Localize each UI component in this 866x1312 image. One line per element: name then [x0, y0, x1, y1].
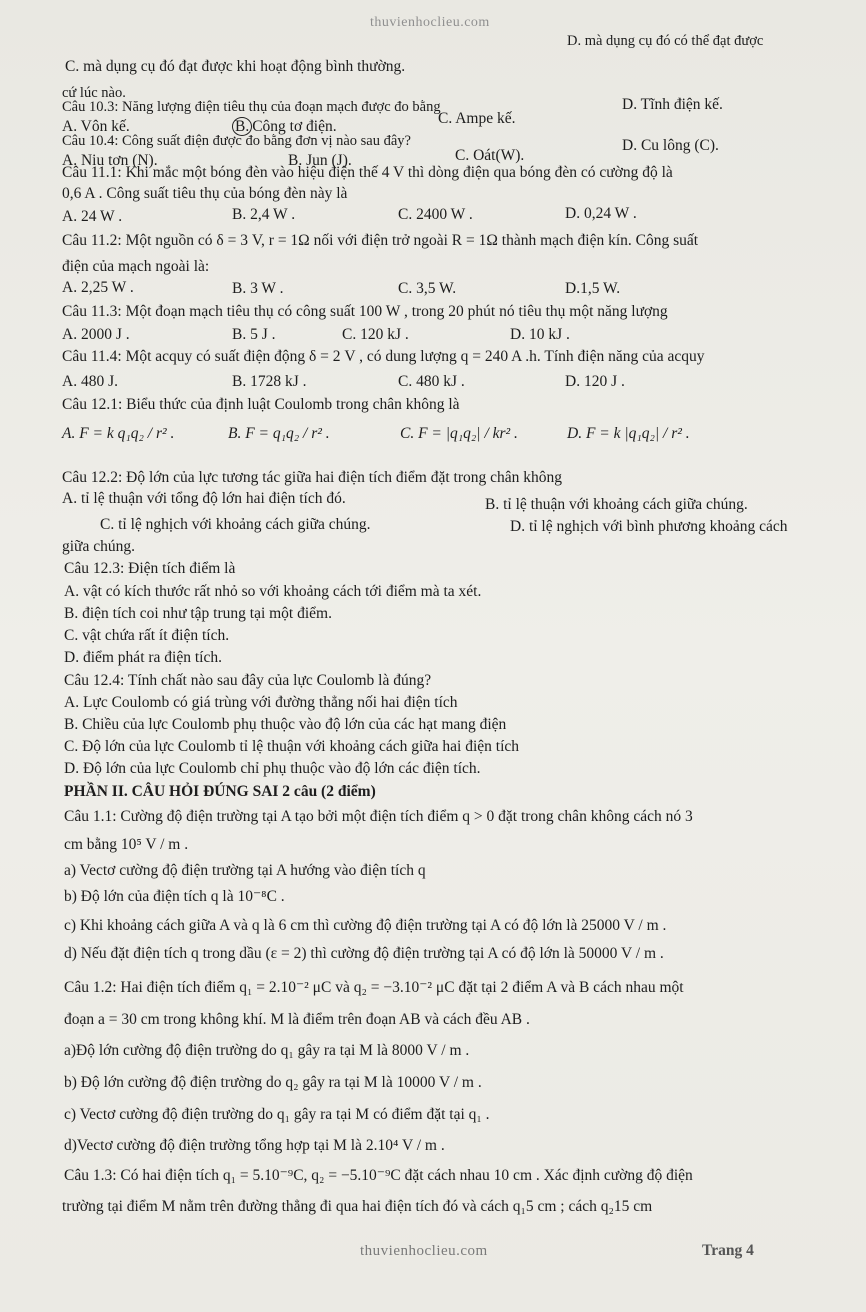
q12-2-option-d-continuation: giữa chúng.: [62, 538, 135, 555]
q12-2-option-d: D. tỉ lệ nghịch với bình phương khoảng cách: [510, 518, 788, 535]
q11-2-option-d: D.1,5 W.: [565, 280, 621, 297]
q10-4-option-d: D. Cu lông (C).: [622, 137, 719, 154]
q10-3-option-c: C. Ampe kế.: [438, 110, 516, 127]
q12-3-option-c: C. vật chứa rất ít điện tích.: [64, 627, 230, 644]
q1-2-statement-c: c) Vectơ cường độ điện trường do q₁ gây ra tại M có điểm đặt tại q₁ .: [64, 1106, 490, 1123]
q11-4-option-c: C. 480 kJ .: [398, 373, 465, 390]
q10-4-stem: Câu 10.4: Công suất điện được đo bằng đơn vị nào sau đây?: [62, 133, 411, 149]
q12-2-option-a: A. tỉ lệ thuận với tổng độ lớn hai điện tích đó.: [62, 490, 346, 507]
q11-1-stem-line2: 0,6 A . Công suất tiêu thụ của bóng đèn này là: [62, 185, 348, 202]
q1-1-stem-line1: Câu 1.1: Cường độ điện trường tại A tạo bởi một điện tích điểm q > 0 đặt trong chân không cách nó 3: [64, 808, 693, 825]
q12-1-option-c: C. F = |q₁q₂| / kr² .: [400, 425, 518, 442]
q11-4-option-b: B. 1728 kJ .: [232, 373, 307, 390]
q1-1-statement-a: a) Vectơ cường độ điện trường tại A hướng vào điện tích q: [64, 862, 426, 879]
footer-page-number: Trang 4: [702, 1242, 754, 1259]
q11-1-option-a: A. 24 W .: [62, 208, 123, 225]
q12-4-option-a: A. Lực Coulomb có giá trùng với đường thẳng nối hai điện tích: [64, 694, 458, 711]
answer-circle-mark: B.: [232, 117, 252, 136]
q11-3-option-a: A. 2000 J .: [62, 326, 130, 343]
q1-2-statement-d: d)Vectơ cường độ điện trường tổng hợp tại M là 2.10⁴ V / m .: [64, 1137, 445, 1154]
q10-4-option-a: A. Niu tơn (N).: [62, 152, 158, 169]
q1-3-stem-line2: trường tại điểm M nằm trên đường thẳng đi qua hai điện tích đó và cách q₁5 cm ; cách q₂15 cm: [62, 1198, 653, 1215]
q11-2-option-b: B. 3 W .: [232, 280, 284, 297]
q11-4-option-d: D. 120 J .: [565, 373, 625, 390]
footer-site: thuvienhoclieu.com: [360, 1243, 488, 1259]
q1-2-stem-line2: đoạn a = 30 cm trong không khí. M là điểm trên đoạn AB và cách đều AB .: [64, 1011, 530, 1028]
q10-4-option-b: B. Jun (J).: [288, 152, 352, 169]
q11-2-stem-line1: Câu 11.2: Một nguồn có δ = 3 V, r = 1Ω nối với điện trở ngoài R = 1Ω thành mạch điện kín. Công suất: [62, 232, 699, 249]
q11-1-option-d: D. 0,24 W .: [565, 205, 637, 222]
q12-3-option-d: D. điểm phát ra điện tích.: [64, 649, 222, 666]
prev-continuation: cứ lúc nào.: [62, 85, 126, 101]
q12-1-option-d: D. F = k |q₁q₂| / r² .: [567, 425, 690, 442]
q11-2-option-c: C. 3,5 W.: [398, 280, 457, 297]
q12-3-option-a: A. vật có kích thước rất nhỏ so với khoảng cách tới điểm mà ta xét.: [64, 583, 482, 600]
q11-3-option-d: D. 10 kJ .: [510, 326, 570, 343]
part2-heading: PHẦN II. CÂU HỎI ĐÚNG SAI 2 câu (2 điểm): [64, 783, 376, 800]
q12-3-stem: Câu 12.3: Điện tích điểm là: [64, 560, 236, 577]
q10-3-option-d: D. Tĩnh điện kế.: [622, 96, 723, 113]
q1-1-statement-d: d) Nếu đặt điện tích q trong dầu (ε = 2) thì cường độ điện trường tại A có độ lớn là 50000 V / m .: [64, 945, 664, 962]
q10-3-stem: Câu 10.3: Năng lượng điện tiêu thụ của đoạn mạch được đo bằng: [62, 99, 441, 115]
q1-1-statement-c: c) Khi khoảng cách giữa A và q là 6 cm thì cường độ điện trường tại A có độ lớn là 25000 V / m .: [64, 917, 667, 934]
q11-4-stem: Câu 11.4: Một acquy có suất điện động δ = 2 V , có dung lượng q = 240 A .h. Tính điện năng của acquy: [62, 348, 705, 365]
q1-3-stem-line1: Câu 1.3: Có hai điện tích q₁ = 5.10⁻⁹C, q₂ = −5.10⁻⁹C đặt cách nhau 10 cm . Xác định cường độ điện: [64, 1167, 693, 1184]
q10-3-option-a: A. Vôn kế.: [62, 118, 130, 135]
q12-3-option-b: B. điện tích coi như tập trung tại một điểm.: [64, 605, 332, 622]
q11-1-option-c: C. 2400 W .: [398, 206, 473, 223]
q12-4-option-c: C. Độ lớn của lực Coulomb tỉ lệ thuận với khoảng cách giữa hai điện tích: [64, 738, 520, 755]
q11-2-option-a: A. 2,25 W .: [62, 279, 134, 296]
q1-1-stem-line2: cm bằng 10⁵ V / m .: [64, 836, 189, 853]
q11-1-stem-line1: Câu 11.1: Khi mắc một bóng đèn vào hiệu điện thế 4 V thì dòng điện qua bóng đèn có cường độ là: [62, 164, 673, 181]
q1-1-statement-b: b) Độ lớn của điện tích q là 10⁻⁸C .: [64, 888, 285, 905]
q12-4-stem: Câu 12.4: Tính chất nào sau đây của lực Coulomb là đúng?: [64, 672, 432, 689]
q11-3-option-c: C. 120 kJ .: [342, 326, 409, 343]
q1-2-statement-b: b) Độ lớn cường độ điện trường do q₂ gây ra tại M là 10000 V / m .: [64, 1074, 482, 1091]
q12-4-option-d: D. Độ lớn của lực Coulomb chỉ phụ thuộc vào độ lớn các điện tích.: [64, 760, 481, 777]
prev-option-d: D. mà dụng cụ đó có thể đạt được: [567, 33, 764, 49]
q12-4-option-b: B. Chiều của lực Coulomb phụ thuộc vào độ lớn của các hạt mang điện: [64, 716, 507, 733]
q12-1-stem: Câu 12.1: Biểu thức của định luật Coulomb trong chân không là: [62, 396, 460, 413]
q12-2-option-b: B. tỉ lệ thuận với khoảng cách giữa chúng.: [485, 496, 748, 513]
q12-2-stem: Câu 12.2: Độ lớn của lực tương tác giữa hai điện tích điểm đặt trong chân không: [62, 469, 563, 486]
q11-2-stem-line2: điện của mạch ngoài là:: [62, 258, 210, 275]
q11-3-option-b: B. 5 J .: [232, 326, 276, 343]
watermark-top: thuvienhoclieu.com: [370, 15, 490, 30]
q1-2-statement-a: a)Độ lớn cường độ điện trường do q₁ gây ra tại M là 8000 V / m .: [64, 1042, 470, 1059]
q12-1-option-a: A. F = k q₁q₂ / r² .: [62, 425, 175, 442]
prev-option-c: C. mà dụng cụ đó đạt được khi hoạt động bình thường.: [65, 58, 406, 75]
q1-2-stem-line1: Câu 1.2: Hai điện tích điểm q₁ = 2.10⁻² μC và q₂ = −3.10⁻² μC đặt tại 2 điểm A và B cách nhau một: [64, 979, 684, 996]
q10-3-option-b-text: Công tơ điện.: [252, 118, 337, 135]
q11-3-stem: Câu 11.3: Một đoạn mạch tiêu thụ có công suất 100 W , trong 20 phút nó tiêu thụ một năng lượng: [62, 303, 668, 320]
q12-2-option-c: C. tỉ lệ nghịch với khoảng cách giữa chúng.: [100, 516, 371, 533]
q11-4-option-a: A. 480 J.: [62, 373, 118, 390]
q12-1-option-b: B. F = q₁q₂ / r² .: [228, 425, 330, 442]
q11-1-option-b: B. 2,4 W .: [232, 206, 296, 223]
q10-4-option-c: C. Oát(W).: [455, 147, 525, 164]
